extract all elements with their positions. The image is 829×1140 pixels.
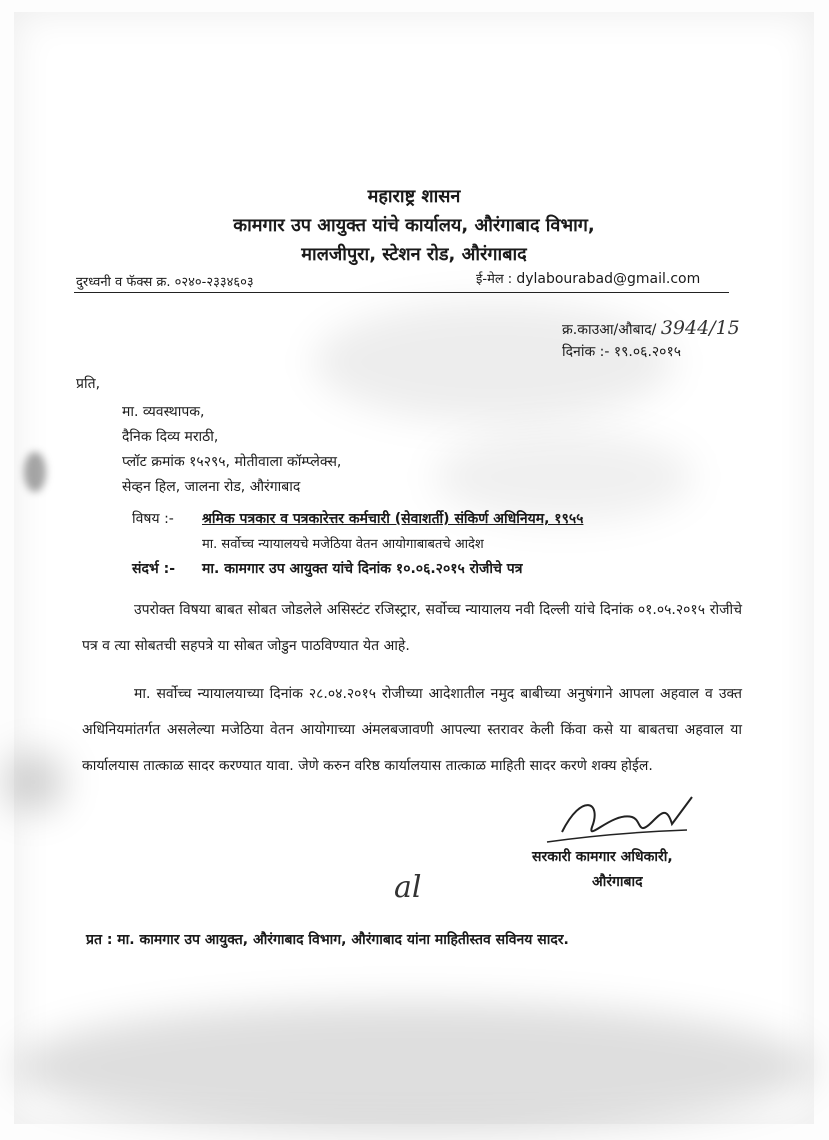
reference-handwritten-number: 3944/15 [660,317,740,339]
phone-fax: दुरध्वनी व फॅक्स क्र. ०२४०-२३३४६०३ [76,275,254,290]
reference-label: संदर्भ :- [132,561,176,577]
copy-to-line: प्रत : मा. कामगार उप आयुक्त, औरंगाबाद विभाग, औरंगाबाद यांना माहितीस्तव सविनय सादर. [86,932,569,948]
header-line1: महाराष्ट्र शासन [367,186,461,207]
reference-date: दिनांक :- १९.०६.२०१५ [562,344,682,360]
body-paragraph-1: उपरोक्त विषया बाबत सोबत जोडलेले असिस्टंट रजिस्ट्रार, सर्वोच्च न्यायालय नवी दिल्ली यांचे दिनांक ०१.०५.२०१५ रोजीचे पत्र व त्या सोबतची सहपत्रे या सोबत जोडुन पाठविण्यात येत आहे. [82,602,742,654]
email-label: ई-मेल : [476,272,513,287]
body-paragraph-2: मा. सर्वोच्च न्यायालयाच्या दिनांक २८.०४.२०१५ रोजीच्या आदेशातील नमुद बाबीच्या अनुषंगाने आपला अहवाल व उक्त अधिनियमांतर्गत असलेल्या मजेठिया वेतन आयोगाच्या अंमलबजावणी आपल्या स्तरावर केली किंवा कसे या बाबतचा अहवाल या कार्यालयास तात्काळ सादर करण्यात यावा. जेणे करुन वरिष्ठ कार्यालयास तात्काळ माहिती सादर करणे शक्य होईल. [82,686,742,774]
recipient-line: सेव्हन हिल, जालना रोड, औरंगाबाद [122,479,301,495]
signatory-title: सरकारी कामगार अधिकारी, [532,849,673,865]
subject-line2: मा. सर्वोच्च न्यायालयचे मजेठिया वेतन आयोगाबाबतचे आदेश [202,537,484,552]
subject-line1: श्रमिक पत्रकार व पत्रकारेत्तर कर्मचारी (सेवाशर्ती) संकिर्ण अधिनियम, १९५५ [202,511,584,527]
initials-handwritten: al [394,870,422,905]
signatory-place: औरंगाबाद [592,874,643,890]
email-address: dylabourabad@gmail.com [516,271,701,287]
header-line2: कामगार उप आयुक्त यांचे कार्यालय, औरंगाबाद विभाग, [233,215,595,236]
photocopy-smudge [4,752,64,812]
recipient-to: प्रति, [76,376,101,392]
recipient-line: प्लॉट क्रमांक १५२९५, मोतीवाला कॉम्प्लेक्स, [122,454,342,470]
reference-number [562,317,740,339]
reference-prefix: क्र.काउआ/औबाद/ [562,322,657,338]
header-line3: मालजीपुरा, स्टेशन रोड, औरंगाबाद [301,244,527,265]
header-divider [74,292,729,293]
signature-scribble [542,782,702,852]
recipient-line: दैनिक दिव्य मराठी, [122,429,219,445]
subject-label: विषय :- [132,511,174,527]
email-line [476,269,700,287]
recipient-line: मा. व्यवस्थापक, [122,404,205,420]
reference-text: मा. कामगार उप आयुक्त यांचे दिनांक १०.०६.२०१५ रोजीचे पत्र [202,561,523,577]
document-page [14,12,814,1124]
photocopy-smudge [14,1002,814,1132]
punch-hole-mark [24,452,46,492]
